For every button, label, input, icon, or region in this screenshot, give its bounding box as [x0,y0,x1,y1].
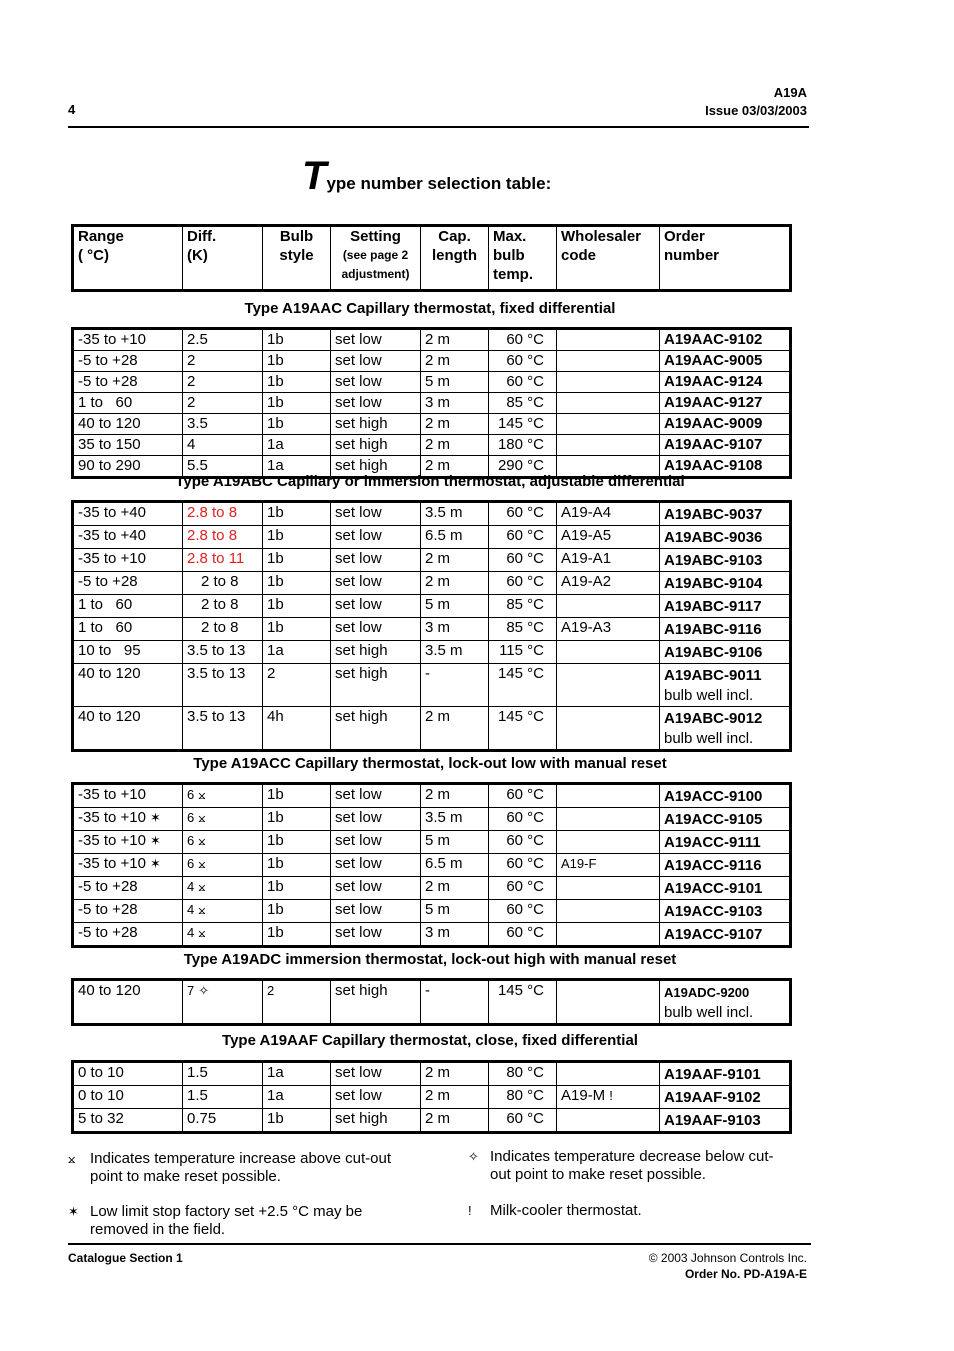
cell-diff: 4 ⨲ [183,923,263,947]
stop-icon: ✶ [149,856,161,871]
temp-increase-icon: ⨲ [68,1151,76,1166]
cell-diff: 3.5 to 13 [183,664,263,707]
cell-diff: 2.8 to 11 [183,549,263,572]
cell-setting: set low [331,329,421,351]
table-row [73,707,791,751]
cell-diff: 4 ⨲ [183,900,263,923]
cell-bulb: 1b [263,414,331,435]
cell-bulb: 1b [263,393,331,414]
cell-max: 60 °C [489,1109,557,1133]
cell-diff: 6 ⨲ [183,808,263,831]
cell-wholesaler-code: A19-A1 [557,549,660,572]
note-stop: ✶ Low limit stop factory set +2.5 °C may be removed in the field. [68,1203,363,1238]
cell-cap: 5 m [421,595,489,618]
footer-order-no: Order No. PD-A19A-E [684,1267,807,1281]
cell-cap: 5 m [421,900,489,923]
cell-setting: set low [331,1062,421,1086]
cell-wholesaler-code [557,808,660,831]
section-title-adc: Type A19ADC immersion thermostat, lock-out high with manual reset [183,951,677,968]
table-row [73,393,791,414]
cell-bulb: 1a [263,456,331,478]
cell-cap: - [421,980,489,1025]
temp-increase-icon: ⨲ [198,856,206,871]
cell-bulb: 1b [263,784,331,808]
cell-wholesaler-code [557,456,660,478]
cell-order-number: A19AAC-9102 [660,329,791,351]
cell-wholesaler-code [557,595,660,618]
cell-range: 5 to 32 [73,1109,183,1133]
order-note: bulb well incl. [664,1004,754,1021]
cell-order-number: A19ACC-9105 [660,808,791,831]
cell-bulb: 1b [263,526,331,549]
cell-cap: 2 m [421,435,489,456]
cell-bulb: 1b [263,831,331,854]
cell-setting: set low [331,877,421,900]
cell-max: 60 °C [489,502,557,526]
table-row [73,549,791,572]
cell-order-number: A19ADC-9200 bulb well incl. [660,980,791,1025]
table-row [73,351,791,372]
cell-wholesaler-code [557,372,660,393]
cell-wholesaler-code [557,900,660,923]
cell-order-number: A19ABC-9103 [660,549,791,572]
section-title-aac: Type A19AAC Capillary thermostat, fixed differential [244,300,616,317]
table-row [73,980,791,1025]
cell-range: -5 to +28 [73,572,183,595]
col-wholesaler: Wholesaler code [557,226,660,291]
cell-cap: 2 m [421,707,489,751]
cell-setting: set low [331,549,421,572]
cell-range: 10 to 95 [73,641,183,664]
order-note: bulb well incl. [664,730,754,747]
temp-increase-icon: ⨲ [198,879,206,894]
cell-wholesaler-code [557,351,660,372]
cell-range: 1 to 60 [73,393,183,414]
table-row [73,877,791,900]
cell-cap: 2 m [421,329,489,351]
cell-setting: set low [331,900,421,923]
cell-setting: set low [331,372,421,393]
cell-setting: set high [331,1109,421,1133]
doc-id: A19A [773,85,807,100]
temp-increase-icon: ⨲ [198,787,206,802]
cell-order-number: A19AAC-9108 [660,456,791,478]
cell-setting: set high [331,707,421,751]
cell-diff: 2 to 8 [183,618,263,641]
table-row [73,784,791,808]
cell-bulb: 1b [263,329,331,351]
table-row [73,502,791,526]
cell-wholesaler-code [557,877,660,900]
table-row [73,456,791,478]
cell-cap: - [421,664,489,707]
cell-range: 40 to 120 [73,414,183,435]
cell-diff: 3.5 [183,414,263,435]
cell-cap: 2 m [421,549,489,572]
cell-max: 60 °C [489,549,557,572]
cell-diff: 1.5 [183,1062,263,1086]
cell-wholesaler-code [557,1062,660,1086]
cell-diff: 5.5 [183,456,263,478]
cell-range: 40 to 120 [73,664,183,707]
cell-diff: 6 ⨲ [183,854,263,877]
issue-date: Issue 03/03/2003 [705,103,807,118]
cell-setting: set high [331,456,421,478]
cell-bulb: 1a [263,1062,331,1086]
column-header-table [71,224,792,292]
table-a19adc [71,978,792,1026]
cell-cap: 2 m [421,1086,489,1109]
cell-diff: 2 [183,351,263,372]
cell-max: 60 °C [489,923,557,947]
cell-bulb: 1b [263,854,331,877]
cell-range: 90 to 290 [73,456,183,478]
note-decrease: ✧ Indicates temperature decrease below cut- out point to make reset possible. [468,1148,774,1183]
col-range: Range ( °C) [73,226,183,291]
cell-max: 60 °C [489,329,557,351]
stop-icon: ✶ [149,810,161,825]
table-row [73,618,791,641]
cell-max: 60 °C [489,854,557,877]
cell-wholesaler-code [557,414,660,435]
cell-order-number: A19ABC-9106 [660,641,791,664]
cell-max: 145 °C [489,414,557,435]
cell-setting: set low [331,526,421,549]
cell-range: 0 to 10 [73,1062,183,1086]
cell-bulb: 1b [263,351,331,372]
cell-order-number: A19ABC-9036 [660,526,791,549]
section-title-abc: Type A19ABC Capillary or immersion thermostat, adjustable differential [175,473,685,490]
cell-cap: 3.5 m [421,502,489,526]
col-order: Order number [660,226,791,291]
cell-wholesaler-code: A19-A2 [557,572,660,595]
cell-bulb: 1b [263,808,331,831]
table-row [73,854,791,877]
cell-diff: 2.8 to 8 [183,526,263,549]
cell-wholesaler-code: A19-A5 [557,526,660,549]
cell-cap: 5 m [421,831,489,854]
cell-bulb: 1b [263,1109,331,1133]
table-row [73,1062,791,1086]
cell-wholesaler-code: A19-F [557,854,660,877]
cell-order-number: A19ACC-9101 [660,877,791,900]
table-row [73,329,791,351]
cell-order-number: A19ACC-9111 [660,831,791,854]
cell-order-number: A19AAF-9103 [660,1109,791,1133]
cell-order-number: A19ABC-9011 bulb well incl. [660,664,791,707]
cell-bulb: 1b [263,595,331,618]
cell-max: 60 °C [489,526,557,549]
temp-decrease-icon: ✧ [198,983,210,998]
cell-max: 60 °C [489,831,557,854]
cell-cap: 5 m [421,372,489,393]
cell-range: 40 to 120 [73,707,183,751]
cell-order-number: A19AAF-9101 [660,1062,791,1086]
col-diff: Diff. (K) [183,226,263,291]
table-row [73,641,791,664]
table-a19aaf [71,1060,792,1134]
cell-cap: 3 m [421,923,489,947]
cell-diff: 2 [183,393,263,414]
cell-setting: set high [331,664,421,707]
cell-range: -35 to +10 [73,329,183,351]
cell-wholesaler-code: A19-A3 [557,618,660,641]
cell-setting: set high [331,980,421,1025]
stop-icon: ✶ [149,833,161,848]
cell-setting: set low [331,923,421,947]
cell-order-number: A19ABC-9117 [660,595,791,618]
cell-cap: 2 m [421,1062,489,1086]
col-bulb: Bulb style [263,226,331,291]
stop-icon: ✶ [68,1204,79,1219]
table-row [73,1109,791,1133]
cell-order-number: A19ACC-9103 [660,900,791,923]
note-increase: ⨲ Indicates temperature increase above cut-out point to make reset possible. [68,1150,392,1185]
milk-cooler-icon: ! [609,1088,613,1103]
cell-wholesaler-code [557,664,660,707]
cell-setting: set low [331,1086,421,1109]
cell-max: 85 °C [489,595,557,618]
table-row [73,572,791,595]
cell-bulb: 1a [263,1086,331,1109]
cell-max: 145 °C [489,707,557,751]
cell-max: 60 °C [489,372,557,393]
cell-range: 0 to 10 [73,1086,183,1109]
cell-diff: 4 [183,435,263,456]
page-title [302,156,551,196]
cell-bulb: 1b [263,900,331,923]
cell-order-number: A19ABC-9012 bulb well incl. [660,707,791,751]
cell-bulb: 1a [263,435,331,456]
col-setting: Setting (see page 2 adjustment) [331,226,421,291]
table-row [73,435,791,456]
col-cap: Cap. length [421,226,489,291]
cell-range: 1 to 60 [73,595,183,618]
cell-order-number: A19ACC-9100 [660,784,791,808]
header-rule [68,126,809,128]
cell-setting: set low [331,854,421,877]
cell-cap: 3 m [421,393,489,414]
cell-max: 145 °C [489,980,557,1025]
table-row [73,808,791,831]
cell-max: 60 °C [489,808,557,831]
cell-cap: 2 m [421,877,489,900]
cell-range: -5 to +28 [73,877,183,900]
cell-diff: 2 to 8 [183,595,263,618]
cell-setting: set low [331,831,421,854]
footer-rule [68,1243,811,1245]
cell-range: -35 to +10 ✶ [73,854,183,877]
table-a19abc [71,500,792,752]
cell-range: -35 to +40 [73,526,183,549]
cell-setting: set high [331,641,421,664]
temp-increase-icon: ⨲ [198,810,206,825]
cell-cap: 2 m [421,1109,489,1133]
cell-cap: 2 m [421,414,489,435]
cell-bulb: 2 [263,980,331,1025]
footer-section: Catalogue Section 1 [68,1251,183,1265]
cell-diff: 2 [183,372,263,393]
title-rest: ype number selection table: [326,174,552,193]
cell-range: -5 to +28 [73,372,183,393]
cell-bulb: 1b [263,572,331,595]
table-row [73,372,791,393]
cell-diff: 2.5 [183,329,263,351]
cell-wholesaler-code [557,641,660,664]
cell-wholesaler-code [557,393,660,414]
table-row [73,923,791,947]
cell-bulb: 1b [263,877,331,900]
table-row [73,664,791,707]
cell-max: 180 °C [489,435,557,456]
cell-wholesaler-code [557,831,660,854]
cell-max: 60 °C [489,877,557,900]
cell-range: 1 to 60 [73,618,183,641]
cell-range: -35 to +10 ✶ [73,808,183,831]
cell-bulb: 4h [263,707,331,751]
cell-bulb: 1a [263,641,331,664]
cell-diff: 0.75 [183,1109,263,1133]
table-row [73,595,791,618]
cell-bulb: 1b [263,502,331,526]
cell-order-number: A19ABC-9037 [660,502,791,526]
table-row [73,414,791,435]
cell-diff: 3.5 to 13 [183,707,263,751]
temp-decrease-icon: ✧ [468,1149,479,1164]
table-row [73,1086,791,1109]
table-row [73,526,791,549]
cell-order-number: A19ACC-9116 [660,854,791,877]
cell-wholesaler-code [557,1109,660,1133]
cell-diff: 2.8 to 8 [183,502,263,526]
page-number: 4 [68,102,76,117]
cell-max: 60 °C [489,572,557,595]
cell-diff: 6 ⨲ [183,831,263,854]
footer-copyright: © 2003 Johnson Controls Inc. [648,1251,807,1265]
cell-diff: 1.5 [183,1086,263,1109]
cell-cap: 3 m [421,618,489,641]
cell-setting: set low [331,393,421,414]
cell-cap: 6.5 m [421,854,489,877]
cell-max: 80 °C [489,1086,557,1109]
cell-wholesaler-code [557,923,660,947]
cell-cap: 3.5 m [421,641,489,664]
cell-max: 60 °C [489,900,557,923]
cell-order-number: A19ABC-9116 [660,618,791,641]
table-a19aac [71,327,792,479]
table-a19acc [71,782,792,948]
cell-setting: set low [331,572,421,595]
cell-cap: 2 m [421,351,489,372]
cell-diff: 2 to 8 [183,572,263,595]
cell-order-number: A19AAC-9127 [660,393,791,414]
milk-cooler-icon: ! [468,1203,472,1218]
table-row [73,831,791,854]
cell-max: 60 °C [489,351,557,372]
cell-order-number: A19AAF-9102 [660,1086,791,1109]
cell-order-number: A19ACC-9107 [660,923,791,947]
cell-bulb: 1b [263,618,331,641]
cell-range: -35 to +10 [73,549,183,572]
cell-order-number: A19AAC-9107 [660,435,791,456]
temp-increase-icon: ⨲ [198,925,206,940]
cell-range: 40 to 120 [73,980,183,1025]
cell-order-number: A19ABC-9104 [660,572,791,595]
cell-wholesaler-code: A19-M ! [557,1086,660,1109]
table-row [73,900,791,923]
cell-range: -35 to +10 ✶ [73,831,183,854]
cell-max: 145 °C [489,664,557,707]
cell-wholesaler-code [557,329,660,351]
cell-setting: set low [331,784,421,808]
cell-order-number: A19AAC-9005 [660,351,791,372]
cell-bulb: 1b [263,923,331,947]
cell-setting: set low [331,595,421,618]
cell-wholesaler-code: A19-A4 [557,502,660,526]
cell-setting: set high [331,414,421,435]
order-note: bulb well incl. [664,687,754,704]
cell-wholesaler-code [557,980,660,1025]
cell-diff: 6 ⨲ [183,784,263,808]
cell-wholesaler-code [557,707,660,751]
cell-range: -35 to +10 [73,784,183,808]
cell-diff: 7 ✧ [183,980,263,1025]
cell-cap: 2 m [421,456,489,478]
cell-bulb: 1b [263,549,331,572]
cell-order-number: A19AAC-9009 [660,414,791,435]
cell-cap: 2 m [421,572,489,595]
cell-diff: 4 ⨲ [183,877,263,900]
cell-wholesaler-code [557,784,660,808]
cell-range: -35 to +40 [73,502,183,526]
cell-cap: 3.5 m [421,808,489,831]
section-title-aaf: Type A19AAF Capillary thermostat, close, fixed differential [222,1032,638,1049]
cell-setting: set low [331,618,421,641]
cell-max: 80 °C [489,1062,557,1086]
cell-cap: 2 m [421,784,489,808]
title-initial: T [302,154,327,198]
cell-range: -5 to +28 [73,900,183,923]
cell-setting: set low [331,351,421,372]
cell-max: 85 °C [489,618,557,641]
section-title-acc: Type A19ACC Capillary thermostat, lock-out low with manual reset [193,755,667,772]
cell-max: 60 °C [489,784,557,808]
col-max: Max. bulb temp. [489,226,557,291]
note-milk: ! Milk-cooler thermostat. [468,1202,642,1219]
temp-increase-icon: ⨲ [198,902,206,917]
cell-max: 85 °C [489,393,557,414]
cell-max: 290 °C [489,456,557,478]
cell-order-number: A19AAC-9124 [660,372,791,393]
temp-increase-icon: ⨲ [198,833,206,848]
cell-range: -5 to +28 [73,351,183,372]
cell-range: -5 to +28 [73,923,183,947]
cell-range: 35 to 150 [73,435,183,456]
cell-max: 115 °C [489,641,557,664]
cell-diff: 3.5 to 13 [183,641,263,664]
cell-bulb: 1b [263,372,331,393]
cell-setting: set low [331,502,421,526]
cell-cap: 6.5 m [421,526,489,549]
cell-wholesaler-code [557,435,660,456]
cell-bulb: 2 [263,664,331,707]
cell-setting: set high [331,435,421,456]
cell-setting: set low [331,808,421,831]
